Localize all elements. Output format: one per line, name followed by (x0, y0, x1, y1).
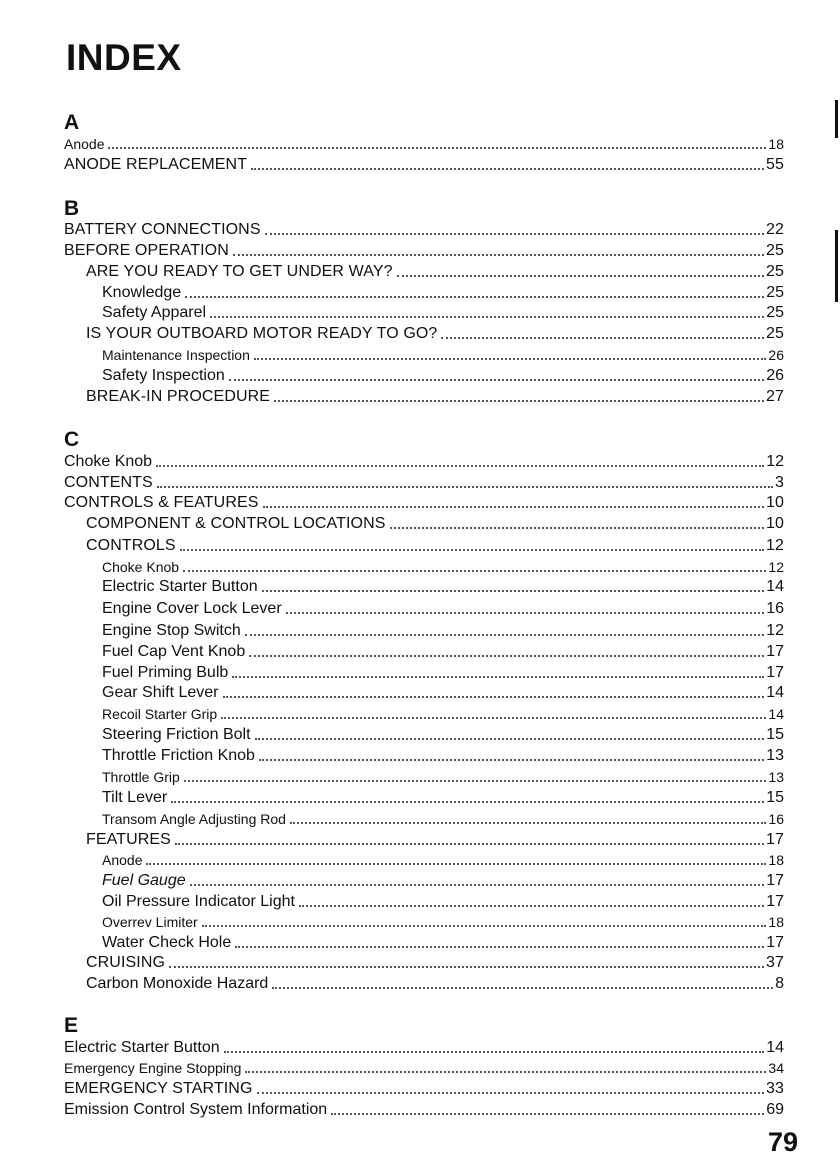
dot-leader (210, 316, 764, 318)
entry-label: CONTROLS (86, 537, 176, 554)
index-entry[interactable] (86, 513, 784, 534)
entry-page: 14 (766, 1039, 784, 1056)
index-entry[interactable] (64, 1099, 784, 1120)
entry-page: 13 (768, 769, 784, 785)
dot-leader (255, 738, 765, 740)
index-entry[interactable] (102, 787, 784, 808)
entry-label: Safety Inspection (102, 367, 225, 384)
entry-page: 33 (766, 1080, 784, 1097)
dot-leader (251, 168, 764, 170)
index-entry[interactable] (102, 932, 784, 953)
entry-page: 18 (768, 136, 784, 152)
dot-leader (397, 275, 764, 277)
index-entry[interactable] (102, 365, 784, 386)
entry-label: Throttle Grip (102, 769, 180, 785)
entry-page: 17 (766, 664, 784, 681)
entry-label: FEATURES (86, 831, 171, 848)
scan-edge-mark (835, 100, 838, 138)
page-title: INDEX (66, 37, 182, 78)
index-entry[interactable] (102, 911, 784, 932)
scan-edge-mark (835, 230, 838, 302)
entry-label: Transom Angle Adjusting Rod (102, 811, 286, 827)
index-entry[interactable] (102, 703, 784, 724)
section-letter-c: C (64, 428, 80, 451)
entry-page: 27 (766, 388, 784, 405)
entry-label: Electric Starter Button (64, 1039, 220, 1056)
entry-page: 17 (766, 893, 784, 910)
entry-label: Engine Cover Lock Lever (102, 600, 282, 617)
entry-page: 25 (766, 242, 784, 259)
dot-leader (185, 296, 764, 298)
entry-label: Anode (64, 136, 105, 152)
dot-leader (183, 570, 766, 572)
entry-page: 17 (766, 872, 784, 889)
index-entry[interactable] (102, 745, 784, 766)
dot-leader (171, 801, 764, 803)
dot-leader (262, 590, 765, 592)
dot-leader (157, 486, 773, 488)
index-entry[interactable] (86, 261, 784, 282)
index-entry[interactable] (86, 386, 784, 407)
entry-page: 25 (766, 325, 784, 342)
dot-leader (272, 987, 773, 989)
entry-label: Engine Stop Switch (102, 622, 241, 639)
dot-leader (184, 780, 767, 782)
entry-page: 16 (766, 600, 784, 617)
entry-label: Throttle Friction Knob (102, 747, 255, 764)
index-entry[interactable] (102, 766, 784, 787)
index-entry[interactable] (102, 620, 784, 641)
entry-label: COMPONENT & CONTROL LOCATIONS (86, 515, 386, 532)
entry-label: BEFORE OPERATION (64, 242, 229, 259)
index-entry[interactable] (102, 576, 784, 597)
entry-page: 55 (766, 156, 784, 173)
entry-label: Choke Knob (102, 559, 180, 575)
index-entry[interactable] (64, 451, 784, 472)
entry-page: 14 (768, 706, 784, 722)
entry-page: 22 (766, 221, 784, 238)
entry-page: 16 (768, 811, 784, 827)
dot-leader (390, 527, 764, 529)
entry-label: Fuel Priming Bulb (102, 664, 229, 681)
index-entry[interactable] (86, 535, 784, 556)
index-entry[interactable] (64, 219, 784, 240)
page-number: 79 (767, 1127, 798, 1157)
entry-page: 10 (766, 515, 784, 532)
dot-leader (245, 634, 764, 636)
dot-leader (224, 1051, 765, 1053)
dot-leader (286, 612, 765, 614)
dot-leader (156, 465, 764, 467)
dot-leader (146, 863, 766, 865)
index-entry[interactable] (64, 240, 784, 261)
dot-leader (265, 233, 764, 235)
index-entry[interactable] (102, 282, 784, 303)
index-entry[interactable] (102, 556, 784, 577)
entry-label: Recoil Starter Grip (102, 706, 218, 722)
section-letter-a: A (64, 111, 80, 134)
entry-page: 8 (775, 975, 784, 992)
entry-label: Oil Pressure Indicator Light (102, 893, 295, 910)
index-entry[interactable] (102, 344, 784, 365)
index-entry[interactable] (64, 472, 784, 493)
entry-label: ARE YOU READY TO GET UNDER WAY? (86, 263, 393, 280)
dot-leader (331, 1113, 764, 1115)
entry-page: 18 (768, 914, 784, 930)
entry-page: 26 (768, 347, 784, 363)
dot-leader (441, 337, 764, 339)
index-entry[interactable] (64, 1037, 784, 1058)
entry-page: 25 (766, 304, 784, 321)
entry-label: Emission Control System Information (64, 1101, 328, 1118)
index-entry[interactable] (64, 154, 784, 175)
index-entry[interactable] (102, 891, 784, 912)
entry-label: BATTERY CONNECTIONS (64, 221, 261, 238)
dot-leader (175, 843, 764, 845)
entry-label: CONTENTS (64, 474, 153, 491)
index-entry[interactable] (102, 662, 784, 683)
section-letter-e: E (64, 1014, 79, 1037)
dot-leader (254, 358, 767, 360)
entry-label: CONTROLS & FEATURES (64, 494, 259, 511)
index-entry[interactable] (64, 1078, 784, 1099)
entry-page: 17 (766, 831, 784, 848)
index-entry[interactable] (102, 808, 784, 829)
dot-leader (259, 759, 764, 761)
dot-leader (257, 1092, 765, 1094)
entry-page: 15 (766, 789, 784, 806)
entry-label: ANODE REPLACEMENT (64, 156, 248, 173)
entry-page: 17 (766, 934, 784, 951)
entry-label: Gear Shift Lever (102, 684, 219, 701)
index-entry[interactable] (102, 302, 784, 323)
dot-leader (180, 549, 764, 551)
index-entry[interactable] (102, 724, 784, 745)
entry-page: 18 (768, 852, 784, 868)
dot-leader (290, 822, 767, 824)
index-entry[interactable] (86, 952, 784, 973)
entry-page: 69 (766, 1101, 784, 1118)
entry-label: Knowledge (102, 284, 182, 301)
index-entry[interactable] (102, 641, 784, 662)
dot-leader (108, 147, 766, 149)
entry-label: Electric Starter Button (102, 578, 258, 595)
dot-leader (223, 696, 765, 698)
entry-page: 13 (766, 747, 784, 764)
dot-leader (263, 506, 764, 508)
dot-leader (299, 905, 764, 907)
entry-page: 12 (768, 559, 784, 575)
dot-leader (169, 966, 764, 968)
dot-leader (229, 379, 764, 381)
entry-page: 25 (766, 263, 784, 280)
entry-page: 34 (768, 1060, 784, 1076)
section-letter-b: B (64, 197, 80, 220)
entry-page: 37 (766, 954, 784, 971)
entry-label: Water Check Hole (102, 934, 232, 951)
index-entry[interactable] (102, 849, 784, 870)
entry-page: 26 (766, 367, 784, 384)
index-entry[interactable] (64, 133, 784, 154)
index-entry[interactable] (102, 598, 784, 619)
dot-leader (235, 946, 764, 948)
entry-label: Fuel Cap Vent Knob (102, 643, 246, 660)
dot-leader (233, 254, 764, 256)
entry-page: 15 (766, 726, 784, 743)
entry-page: 12 (766, 622, 784, 639)
entry-page: 14 (766, 578, 784, 595)
entry-page: 14 (766, 684, 784, 701)
index-entry[interactable] (64, 492, 784, 513)
entry-label: Steering Friction Bolt (102, 726, 251, 743)
entry-label: BREAK-IN PROCEDURE (86, 388, 271, 405)
index-entry[interactable] (64, 1057, 784, 1078)
dot-leader (232, 676, 764, 678)
index-entry[interactable] (102, 682, 784, 703)
entry-page: 12 (766, 537, 784, 554)
entry-label: EMERGENCY STARTING (64, 1080, 253, 1097)
entry-label: Safety Apparel (102, 304, 207, 321)
entry-page: 10 (766, 494, 784, 511)
entry-label: Choke Knob (64, 453, 153, 470)
entry-label: CRUISING (86, 954, 166, 971)
index-entry[interactable] (86, 973, 784, 994)
dot-leader (274, 400, 764, 402)
entry-label: IS YOUR OUTBOARD MOTOR READY TO GO? (86, 325, 438, 342)
entry-label: Carbon Monoxide Hazard (86, 975, 269, 992)
entry-label: Anode (102, 852, 143, 868)
entry-page: 17 (766, 643, 784, 660)
entry-page: 12 (766, 453, 784, 470)
entry-label: Maintenance Inspection (102, 347, 250, 363)
entry-label: Fuel Gauge (102, 872, 186, 889)
index-entry[interactable] (102, 870, 784, 891)
dot-leader (245, 1071, 766, 1073)
dot-leader (221, 717, 766, 719)
index-entry[interactable] (86, 829, 784, 850)
entry-label: Emergency Engine Stopping (64, 1060, 242, 1076)
dot-leader (249, 655, 764, 657)
entry-page: 25 (766, 284, 784, 301)
index-entry[interactable] (86, 323, 784, 344)
entry-label: Overrev Limiter (102, 914, 198, 930)
entry-label: Tilt Lever (102, 789, 168, 806)
dot-leader (202, 925, 767, 927)
dot-leader (190, 884, 765, 886)
entry-page: 3 (775, 474, 784, 491)
